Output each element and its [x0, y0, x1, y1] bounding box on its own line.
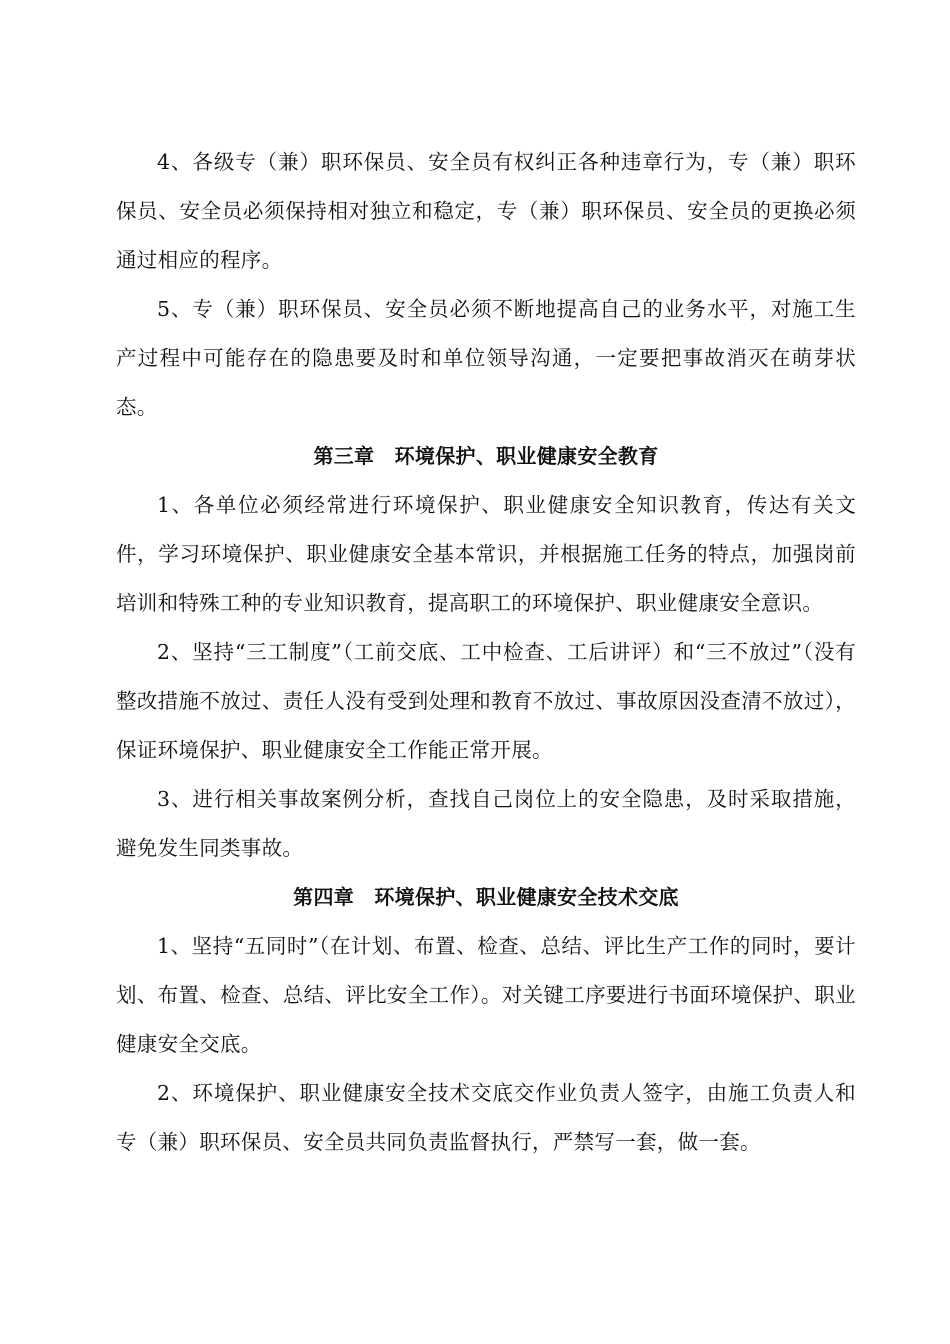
chapter-3-heading: 第三章 环境保护、职业健康安全教育 — [313, 444, 659, 468]
paragraph-chapter4-item-2: 2、环境保护、职业健康安全技术交底交作业负责人签字，由施工负责人和专（兼）职环保员、安全员共同负责监督执行，严禁写一套，做一套。 — [116, 1081, 856, 1154]
paragraph-chapter3-item-3: 3、进行相关事故案例分析，查找自己岗位上的安全隐患，及时采取措施，避免发生同类事故。 — [116, 787, 856, 860]
paragraph-item-5: 5、专（兼）职环保员、安全员必须不断地提高自己的业务水平，对施工生产过程中可能存在的隐患要及时和单位领导沟通，一定要把事故消灭在萌芽状态。 — [116, 297, 856, 419]
paragraph-chapter3-item-1: 1、各单位必须经常进行环境保护、职业健康安全知识教育，传达有关文件，学习环境保护、职业健康安全基本常识，并根据施工任务的特点，加强岗前培训和特殊工种的专业知识教育，提高职工的环境保护、职业健康安全意识。 — [116, 493, 856, 615]
paragraph-chapter3-item-2: 2、坚持“三工制度”（工前交底、工中检查、工后讲评）和“三不放过”（没有整改措施不放过、责任人没有受到处理和教育不放过、事故原因没查清不放过），保证环境保护、职业健康安全工作能正常开展。 — [116, 640, 856, 762]
chapter-4-heading: 第四章 环境保护、职业健康安全技术交底 — [293, 885, 679, 909]
document-body — [116, 138, 856, 1167]
paragraph-chapter4-item-1: 1、坚持“五同时”（在计划、布置、检查、总结、评比生产工作的同时，要计划、布置、检查、总结、评比安全工作）。对关键工序要进行书面环境保护、职业健康安全交底。 — [116, 934, 856, 1056]
paragraph-item-4: 4、各级专（兼）职环保员、安全员有权纠正各种违章行为，专（兼）职环保员、安全员必须保持相对独立和稳定，专（兼）职环保员、安全员的更换必须通过相应的程序。 — [116, 150, 856, 272]
